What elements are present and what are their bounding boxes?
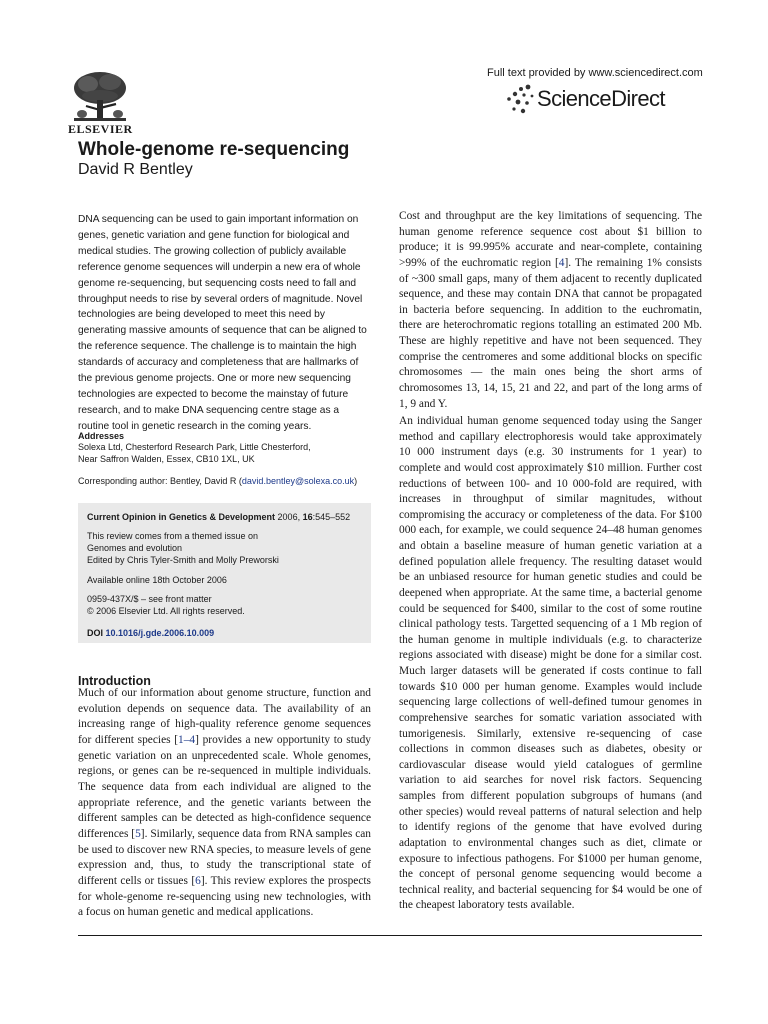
article-title: Whole-genome re-sequencing <box>78 139 350 160</box>
sciencedirect-wordmark[interactable]: ScienceDirect <box>537 86 665 111</box>
footer-rule <box>78 935 702 936</box>
article-info-box <box>78 503 371 643</box>
address-line: Solexa Ltd, Chesterford Research Park, Little Chesterford, <box>78 442 311 452</box>
doi <box>87 628 214 638</box>
available-online: Available online 18th October 2006 <box>87 575 227 585</box>
intro-text: Much of our information about genome structure, function and evolution depends on sequence data. The availability of an increasing range of high-quality reference genome sequences for different species [ <box>78 687 371 746</box>
body-text: ]. The remaining 1% consists of ~300 small gaps, many of them adjacent to recently duplicated sequence, and these may contain DNA that cannot be propagated in bacteria before sequencing. In addition to the euchromatin, there are heterochromatic regions totalling an estimated 200 Mb. These are highly repetitive and have not been sequenced. They comprise the centromeres and some additional blocks on specific chromosomes — the main ones being the short arms of chromosomes 13, 14, 15, 21 and 22, and part of the long arms of 1, 9 and Y. <box>399 256 702 410</box>
themed-issue-topic: Genomes and evolution <box>87 542 183 553</box>
reference-link[interactable]: 1–4 <box>178 733 196 746</box>
journal-volume: 16 <box>302 512 313 522</box>
addresses <box>78 442 371 466</box>
journal-name: Current Opinion in Genetics & Development <box>87 512 276 522</box>
themed-issue-line: This review comes from a themed issue on <box>87 531 259 541</box>
copyright: © 2006 Elsevier Ltd. All rights reserved. <box>87 605 245 616</box>
introduction-heading: Introduction <box>78 674 151 688</box>
themed-issue-note <box>87 531 279 566</box>
corresponding-suffix: ) <box>354 476 358 486</box>
address-line: Near Saffron Walden, Essex, CB10 1XL, UK <box>78 453 255 464</box>
intro-text: ] provides a new opportunity to study genetic variation on an unprecedented scale. Whole genomes, regions, or genes can be re-sequenced in multiple individuals. The sequence data from each individual are aligned to the appropriate reference, and the genetic variants between the different samples can be detected as high-confidence sequence differences [ <box>78 733 371 840</box>
intro-text: ]. This review explores the prospects for whole-genome re-sequencing using new technologies, with a focus on human genetic and medical applications. <box>78 874 371 919</box>
corresponding-author <box>78 476 371 486</box>
intro-text: ]. Similarly, sequence data from RNA samples can be used to discover new RNA species, to measure levels of gene expression and, thus, to study the transcriptional state of different cells or tissues [ <box>78 827 371 887</box>
article-author: David R Bentley <box>78 161 193 178</box>
themed-issue-editors: Edited by Chris Tyler-Smith and Molly Preworski <box>87 554 279 565</box>
corresponding-prefix: Corresponding author: Bentley, David R ( <box>78 476 242 486</box>
body-text: Cost and throughput are the key limitations of sequencing. The human genome reference sequence cost about $1 billion to produce; it is 99.995% accurate and near-complete, containing >99% of the euchromatic region [ <box>399 210 702 269</box>
doi-label: DOI <box>87 628 104 638</box>
body-paragraph-cost <box>399 209 702 412</box>
doi-link[interactable]: 10.1016/j.gde.2006.10.009 <box>105 628 215 638</box>
body-paragraph-individual-genome: An individual human genome sequenced today using the Sanger method and capillary electrophoresis would take approximately 10 000 instrument days (e.g. 30 instruments for 1 year) to complete and would cost approximately $10 million. Further cost reductions of between 100- and 10 000-fold are required, with increases in throughput of similar magnitudes, without compromising the accuracy or completeness of the data. For $100 000 each, for example, we could sequence 24–48 human genomes and obtain a baseline measure of human genetic variation at a defined population allele frequency. The resulting dataset would be an unbiased resource for human genetic studies and could be deepened when appropriate. At the same time, a bacterial genome could be sequenced for $400, similar to the cost of some routine clinical pathology tests. Targetted sequencing of a 1 Mb region of the human genome in multiple individuals (e.g. to characterize regions associated with disease) might be done for a similar cost. Much larger datasets will be generated if costs continue to fall towards $10 000 per human genome. Examples would include sequencing large collections of well-defined tumour genomes in comprehensive searches for somatic variation associated with tumorigenesis. Similarly, extensive re-sequencing of case collections in common diseases such as diabetes, obesity or cardiovascular disease would yield catalogues of germline variation to aid searches for novel risk factors. Sequencing samples from different population subgroups of humans (and other species) would reveal patterns of natural selection and help to identify regions of the genome that have evolved during adaptation to environmental changes such as diet, climate or exposure to infectious pathogens. For $1000 per human genome, the concept of personal genome sequencing would become a technical reality, and bacterial sequencing for $4 would be one of the cheapest laboratory tests available. <box>399 415 702 912</box>
introduction-paragraph <box>78 686 371 921</box>
reference-link[interactable]: 4 <box>558 256 565 269</box>
issn: 0959-437X/$ – see front matter <box>87 594 212 604</box>
journal-pages: :545–552 <box>312 512 351 522</box>
issn-copyright <box>87 594 245 618</box>
journal-year: 2006, <box>277 512 301 522</box>
author-email-link[interactable]: david.bentley@solexa.co.uk <box>241 476 355 486</box>
journal-citation <box>87 512 350 522</box>
addresses-heading: Addresses <box>78 431 125 441</box>
publisher-name: ELSEVIER <box>68 122 133 136</box>
reference-link[interactable]: 6 <box>195 874 201 887</box>
reference-link[interactable]: 5 <box>135 827 141 840</box>
abstract: DNA sequencing can be used to gain important information on genes, genetic variation and gene function for biological and medical studies. The growing collection of publicly available reference genome sequences will underpin a new era of whole genome re-sequencing, but sequencing costs need to fall and throughput needs to rise by several orders of magnitude. Novel technologies are being developed to meet this need by generating massive amounts of sequence that can be aligned to the reference sequence. The challenge is to maintain the high standards of accuracy and completeness that are hallmarks of the previous genome projects. One or more new sequencing technologies are expected to become the mainstay of future research, and to make DNA sequencing centre stage as a routine tool in genetic research in the coming years. <box>78 214 367 432</box>
fulltext-note[interactable]: Full text provided by www.sciencedirect.com <box>487 67 703 79</box>
